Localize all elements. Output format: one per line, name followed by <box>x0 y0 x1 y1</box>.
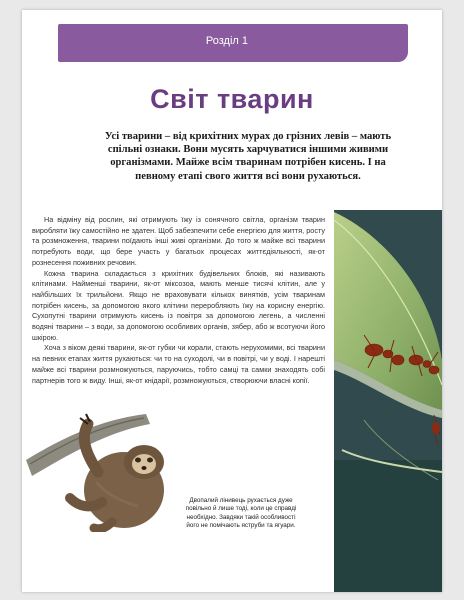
ants-on-leaf-photo <box>334 210 442 592</box>
two-toed-sloth-photo <box>26 402 176 532</box>
body-text <box>32 215 325 386</box>
intro-paragraph: Усі тварини – від крихітних мурах до грізних левів – мають спільні ознаки. Вони мусять харчуватися іншими живими організмами. Майже всім тваринам потрібен кисень. І на певному етапі свого життя всі вони рухаються. <box>104 131 392 182</box>
photo-caption: Двопалий лінивець рухається дуже повільно й лише тоді, коли це справді необхідно. Завдяки такій особливості його не помічають яструби та ягуари. <box>185 497 297 530</box>
ants-leaf-illustration <box>334 210 442 592</box>
body-paragraph: Кожна тварина складається з крихітних будівельних блоків, які називають клітинами. Найменші тварини, як-от міксозоа, мають менше тисячі клітин, але у найбільших їх трильйони. Якщо не враховувати кількох винятків, усім тваринам потрібен кисень, за допомогою якого клітини переробляють їжу на корисну енергію. Сухопутні тварини отримують кисень із повітря за допомогою легень, а численні водяні тварини – з води, за допомогою особливих органів, зябер, або ж всотуючи його шкірою. <box>32 268 325 342</box>
body-paragraph: На відміну від рослин, які отримують їжу із сонячного світла, організм тварин виробляти їжу самостійно не здатен. Щоб забезпечити себе енергією для життя, росту та розмноження, тварини поїдають інші живі організми. До того ж майже всі тварини потребують води, що бере участь у багатьох процесах життєдіяльності, як-от рознесення поживних речовин. <box>32 215 325 267</box>
page-title: Світ тварин <box>150 84 314 114</box>
book-page <box>22 10 442 592</box>
chapter-label: Розділ 1 <box>205 35 248 47</box>
sloth-illustration <box>26 402 176 532</box>
chapter-banner <box>58 24 408 62</box>
body-paragraph: Хоча з віком деякі тварини, як-от губки чи корали, стають нерухомими, всі тварини на певних етапах життя рухаються: чи то на суходолі, чи в повітрі, чи у воді. І нарешті майже всі тварини розмножуються, паруючись, тобто самці та самки знаходять собі партнерів того ж виду. Інші, як-от кнідарії, розмножуються, створюючи власні копії. <box>32 343 325 385</box>
